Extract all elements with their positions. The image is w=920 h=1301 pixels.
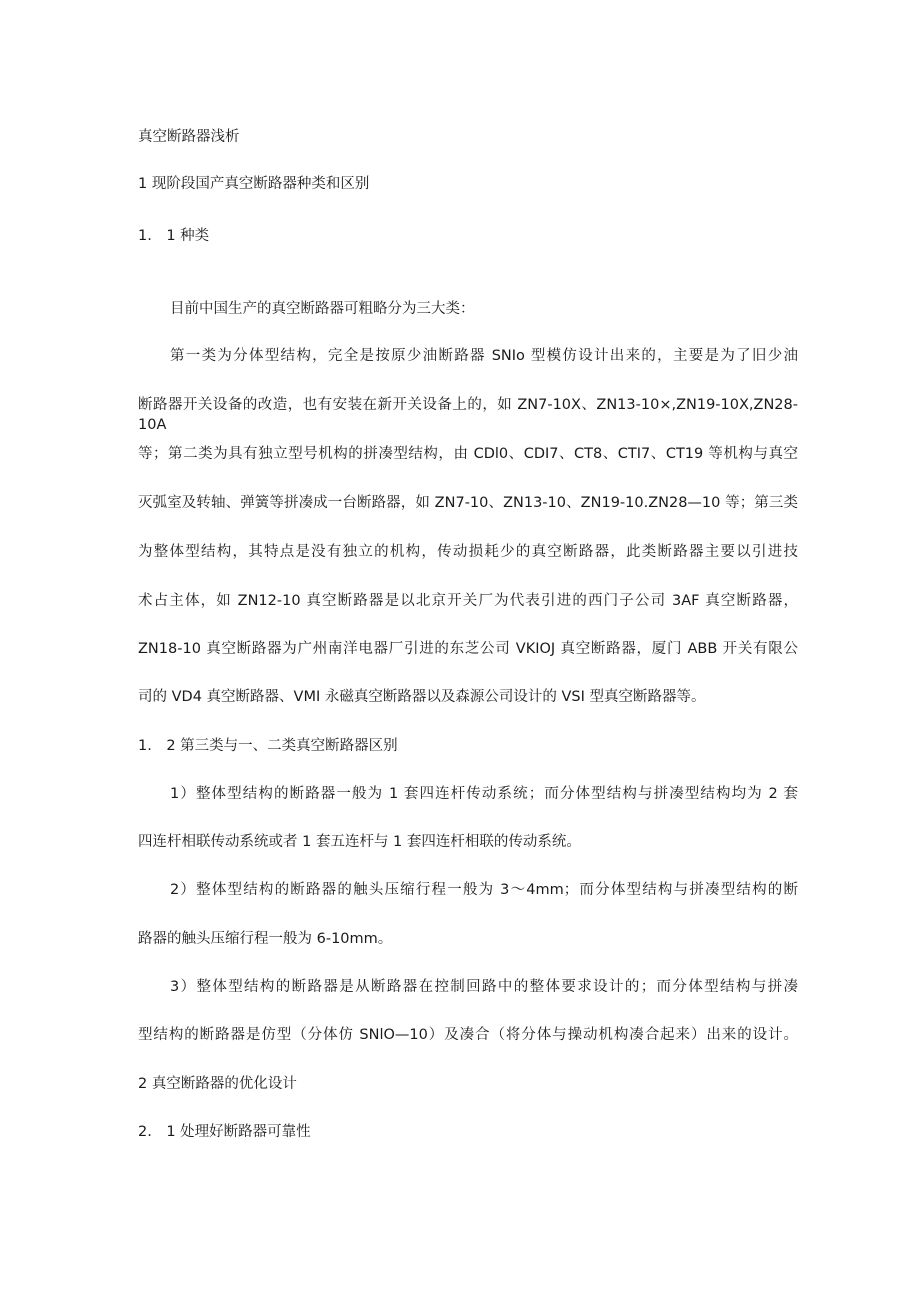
section-2-1-heading: 2. 1 处理好断路器可靠性 [138, 1124, 311, 1140]
document-title: 真空断路器浅析 [138, 129, 240, 145]
section-1-1-heading: 1. 1 种类 [138, 228, 210, 244]
paragraph-line: 灭弧室及转轴、弹簧等拼凑成一台断路器，如 ZN7-10、ZN13-10、ZN19-10.ZN28—10 等；第三类 [138, 495, 798, 511]
paragraph-line: 司的 VD4 真空断路器、VMI 永磁真空断路器以及森源公司设计的 VSI 型真空断路器等。 [138, 689, 706, 705]
intro-paragraph: 目前中国生产的真空断路器可粗略分为三大类： [170, 301, 475, 317]
paragraph-line: 为整体型结构，其特点是没有独立的机构，传动损耗少的真空断路器，此类断路器主要以引进技 [138, 544, 798, 560]
list-item-3-line: 型结构的断路器是仿型（分体仿 SNlO—10）及凑合（将分体与操动机构凑合起来）出来的设计。 [138, 1027, 798, 1043]
list-item-2-line: 2）整体型结构的断路器的触头压缩行程一般为 3～4mm；而分体型结构与拼凑型结构的断 [170, 882, 798, 898]
list-item-3-line: 3）整体型结构的断路器是从断路器在控制回路中的整体要求设计的；而分体型结构与拼凑 [170, 979, 798, 995]
paragraph-line: 术占主体，如 ZN12-10 真空断路器是以北京开关厂为代表引进的西门子公司 3AF 真空断路器， [138, 593, 798, 609]
list-item-1-line: 1）整体型结构的断路器一般为 1 套四连杆传动系统；而分体型结构与拼凑型结构均为 2 套 [170, 786, 798, 802]
paragraph-line: 断路器开关设备的改造，也有安装在新开关设备上的，如 ZN7-10X、ZN13-10×,ZN19-10X,ZN28-10A [138, 397, 798, 433]
section-2-heading: 2 真空断路器的优化设计 [138, 1076, 297, 1092]
list-item-2-line: 路器的触头压缩行程一般为 6-10mm。 [138, 931, 393, 947]
section-1-2-heading: 1. 2 第三类与一、二类真空断路器区别 [138, 738, 398, 754]
paragraph-line: ZN18-10 真空断路器为广州南洋电器厂引进的东芝公司 VKIOJ 真空断路器，厦门 ABB 开关有限公 [138, 641, 798, 657]
list-item-1-line: 四连杆相联传动系统或者 1 套五连杆与 1 套四连杆相联的传动系统。 [138, 834, 581, 850]
paragraph-line: 等；第二类为具有独立型号机构的拼凑型结构，由 CDl0、CDI7、CT8、CTI7、CT19 等机构与真空 [138, 446, 798, 462]
paragraph-line: 第一类为分体型结构，完全是按原少油断路器 SNIo 型模仿设计出来的，主要是为了旧少油 [170, 348, 798, 364]
section-1-heading: 1 现阶段国产真空断路器种类和区别 [138, 176, 370, 192]
